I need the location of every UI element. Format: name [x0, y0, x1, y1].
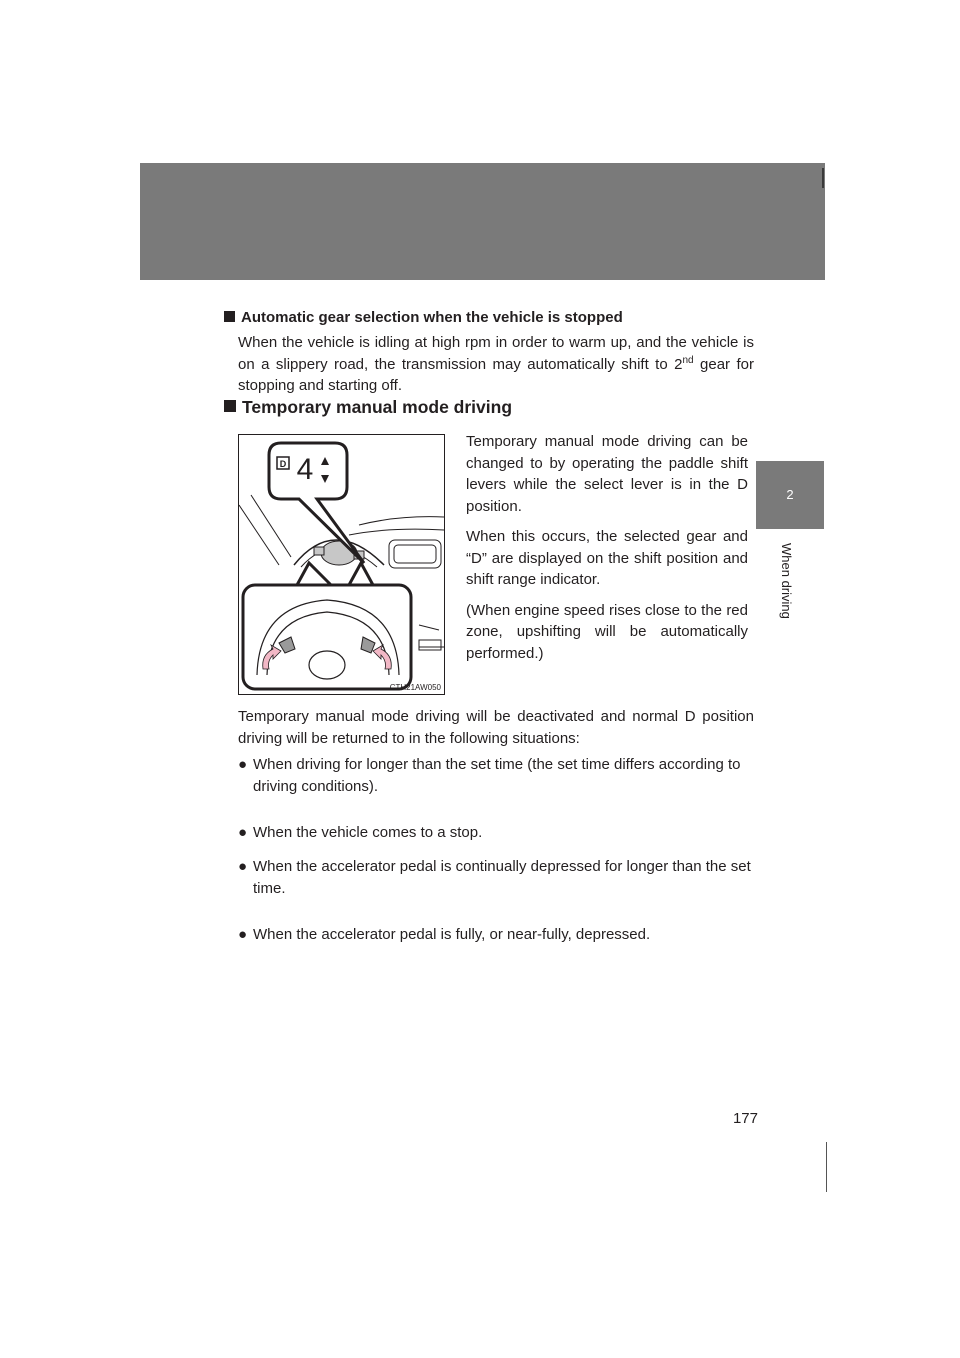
auto-gear-body-end: gear for stopping and starting off. — [238, 355, 754, 394]
list-item-text: When the vehicle comes to a stop. — [253, 824, 483, 841]
square-bullet-icon — [224, 400, 236, 412]
bullet-dot-icon: ● — [238, 756, 248, 773]
list-item — [238, 924, 758, 946]
chapter-tab — [756, 461, 824, 529]
temp-manual-para-1: Temporary manual mode driving can be changed to by operating the paddle shift levers while the select lever is in the D position. — [466, 433, 748, 515]
list-item — [238, 754, 758, 797]
header-edge-mark — [822, 168, 824, 188]
bullet-dot-icon: ● — [238, 926, 248, 943]
chapter-number: 2 — [786, 487, 794, 502]
list-item-text: When the accelerator pedal is continually depressed for longer than the set time. — [253, 858, 751, 897]
deactivation-intro: Temporary manual mode driving will be deactivated and normal D position driving will be returned to in the following situations: — [238, 708, 754, 747]
auto-gear-heading-text: Automatic gear selection when the vehicle is stopped — [241, 309, 623, 326]
temp-manual-description — [466, 431, 748, 673]
page-number: 177 — [732, 1110, 758, 1127]
section-title: 2-1. Driving procedures — [469, 387, 625, 404]
temp-manual-heading-text: Temporary manual mode driving — [242, 397, 513, 417]
auto-gear-body-start: When the vehicle is idling at high rpm in order to warm up, and the vehicle is on a slippery road, the transmission may automatically shift to 2 — [238, 334, 754, 373]
steering-wheel-drawing — [239, 435, 444, 694]
auto-gear-heading — [224, 309, 623, 326]
square-bullet-icon — [224, 311, 235, 322]
bullet-dot-icon: ● — [238, 824, 248, 841]
display-gear-number: 4 — [296, 453, 314, 486]
page-edge-line — [826, 1142, 827, 1192]
ordinal-suffix: nd — [682, 354, 694, 366]
list-item-text: When the accelerator pedal is fully, or near-fully, depressed. — [253, 926, 651, 943]
paddle-shift-illustration — [238, 434, 445, 695]
temp-manual-para-2: When this occurs, the selected gear and “D” are displayed on the shift position and shift range indicator. — [466, 528, 748, 588]
display-d-letter: D — [279, 459, 287, 469]
figure-code: CTH21AW050 — [389, 683, 441, 692]
list-item — [238, 856, 758, 899]
chapter-label: When driving — [779, 543, 794, 619]
auto-gear-paragraph — [238, 332, 754, 397]
list-item — [238, 822, 758, 844]
temp-manual-para-3: (When engine speed rises close to the red zone, upshifting will be automatically performed.) — [466, 601, 748, 662]
temp-manual-heading — [224, 397, 512, 418]
list-item-text: When driving for longer than the set time (the set time differs according to driving conditions). — [253, 756, 741, 795]
bullet-dot-icon: ● — [238, 858, 248, 875]
